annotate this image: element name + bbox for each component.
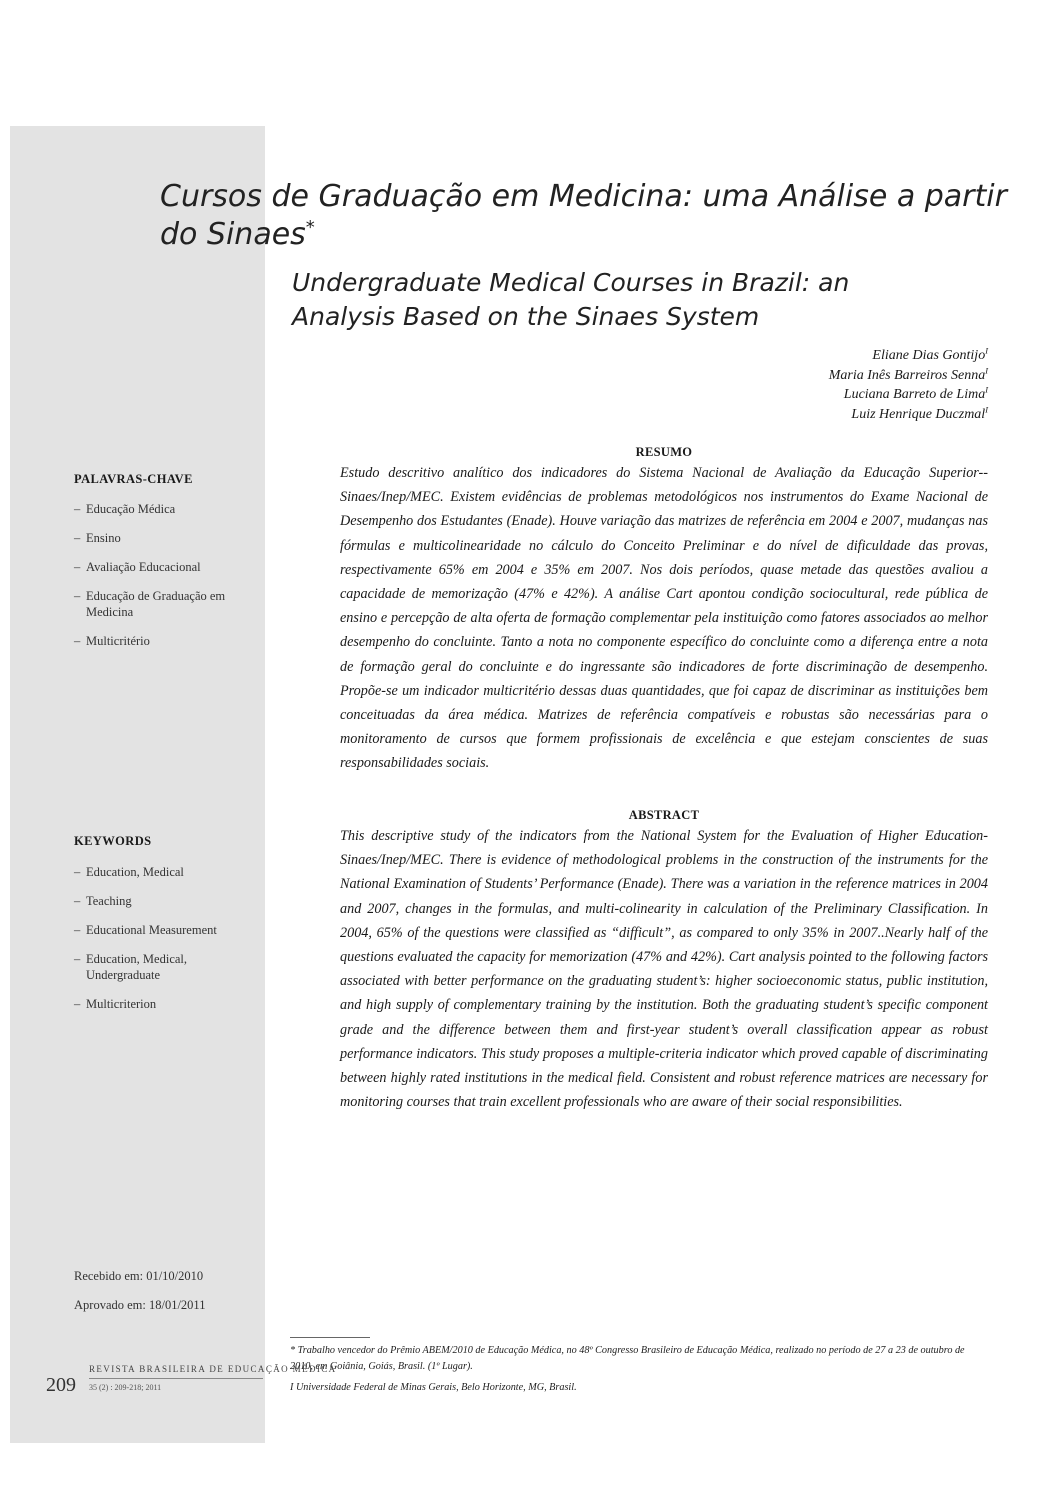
keyword-item: – Educational Measurement (74, 922, 254, 938)
title-english-line2: Analysis Based on the Sinaes System (292, 302, 760, 331)
abstract-heading: ABSTRACT (628, 808, 700, 822)
title-footnote-marker: * (305, 217, 315, 238)
resumo-heading: RESUMO (635, 445, 693, 459)
title-portuguese: Cursos de Graduação em Medicina: uma Análise a partir do Sinaes* (160, 179, 1007, 252)
palavras-chave-heading: PALAVRAS-CHAVE (74, 472, 193, 486)
keyword-item: – Multicritério (74, 633, 254, 649)
author: Maria Inês Barreiros Senna$^I$ (828, 365, 988, 383)
keyword-item: – Ensino (74, 530, 254, 546)
keyword-item: – Education, Medical (74, 864, 254, 880)
footnote-award: * Trabalho vencedor do Prêmio ABEM/2010 de Educação Médica, no 48º Congresso Brasileiro de Educação Médica, realizado no período de 27 a 23 de outubro de 2010, em Goiânia, Goiás, Brasil. (1º Lugar). (290, 1345, 965, 1372)
author: Luciana Barreto de Lima$^I$ (843, 385, 988, 402)
title-english (292, 266, 1012, 334)
keyword-item: – Multicriterion (74, 996, 254, 1012)
journal-name: REVISTA BRASILEIRA DE EDUCAÇÃO MÉDICA (89, 1364, 337, 1374)
sidebar-panel (10, 126, 265, 1443)
author-list (829, 346, 988, 424)
title-english-line1: Undergraduate Medical Courses in Brazil: an (292, 268, 850, 297)
keywords-heading: KEYWORDS (74, 834, 152, 848)
keyword-item: – Education, Medical, Undergraduate (74, 951, 216, 983)
journal-divider (89, 1378, 263, 1379)
approved-date: Aprovado em: 18/01/2011 (74, 1298, 206, 1312)
author: Eliane Dias Gontijo$^I$ (872, 346, 988, 363)
keyword-item: – Avaliação Educacional (74, 559, 254, 575)
journal-volume: 35 (2) : 209-218; 2011 (89, 1383, 162, 1392)
keyword-item: – Educação Médica (74, 501, 254, 517)
footnote-affiliation: I Universidade Federal de Minas Gerais, Belo Horizonte, MG, Brasil. (290, 1382, 577, 1393)
page-number: 209 (46, 1374, 76, 1396)
resumo-text: Estudo descritivo analítico dos indicadores do Sistema Nacional de Avaliação da Educação Superior--Sinaes/Inep/MEC. Existem evidências de problemas metodológicos nos instrumentos do Exame Nacional de Desempenho dos Estudantes (Enade). Houve variação das matrizes de referência em 2004 e 2007, mudanças nas fórmulas e multicolinearidade no cálculo do Conceito Preliminar e do nível de dificuldade das provas, respectivamente 65% em 2004 e 35% em 2007. Nos dois períodos, quase metade das questões avaliou a capacidade de memorização (47% e 42%). A análise Cart apontou condição sociocultural, rede pública de ensino e percepção de alta oferta de formação complementar pela instituição como fatores associados ao melhor desempenho do concluinte. Tanto a nota no componente específico do concluinte como a diferença entre a nota de formação geral do concluinte e do ingressante são indicadores de forte discriminação de desempenho. Propõe-se um indicador multicritério dessas duas quantidades, que foi capaz de discriminar as instituições bem conceituadas da área médica. Matrizes de referência compatíveis e robustas são necessárias para o monitoramento de cursos que formem profissionais de excelência e que estejam conscientes de suas responsabilidades sociais. (340, 465, 988, 772)
abstract-text: This descriptive study of the indicators from the National System for the Evaluation of Higher Education-Sinaes/Inep/MEC. There is evidence of methodological problems in the construction of the instruments for the National Examination of Students’ Performance (Enade). There was a variation in the reference matrices in 2004 and 2007, changes in the formulas, and multi-colinearity in calculation of the Preliminary Classification. In 2004, 65% of the questions were classified as “difficult”, as compared to only 35% in 2007..Nearly half of the questions evaluated the capacity for memorization (47% and 42%). Cart analysis pointed to the following factors associated with better performance on the graduating student’s: higher socioeconomic status, public institution, and high supply of complementary training by the institution. Both the graduating student’s specific component grade and the difference between them and first-year student’s overall classification appear as robust performance indicators. This study proposes a multiple-criteria indicator which proved capable of discriminating between highly rated institutions in the medical field. Consistent and robust reference matrices are necessary for monitoring courses that train excellent professionals who are aware of their social responsibilities. (340, 828, 988, 1111)
keyword-item: – Educação de Graduação em Medicina (74, 588, 236, 620)
footnote-divider (290, 1337, 370, 1338)
keywords-list (74, 864, 254, 1025)
keyword-item: – Teaching (74, 893, 254, 909)
author: Luiz Henrique Duczmal$^I$ (851, 404, 988, 422)
palavras-chave-list (74, 501, 254, 662)
received-date: Recebido em: 01/10/2010 (74, 1269, 204, 1283)
